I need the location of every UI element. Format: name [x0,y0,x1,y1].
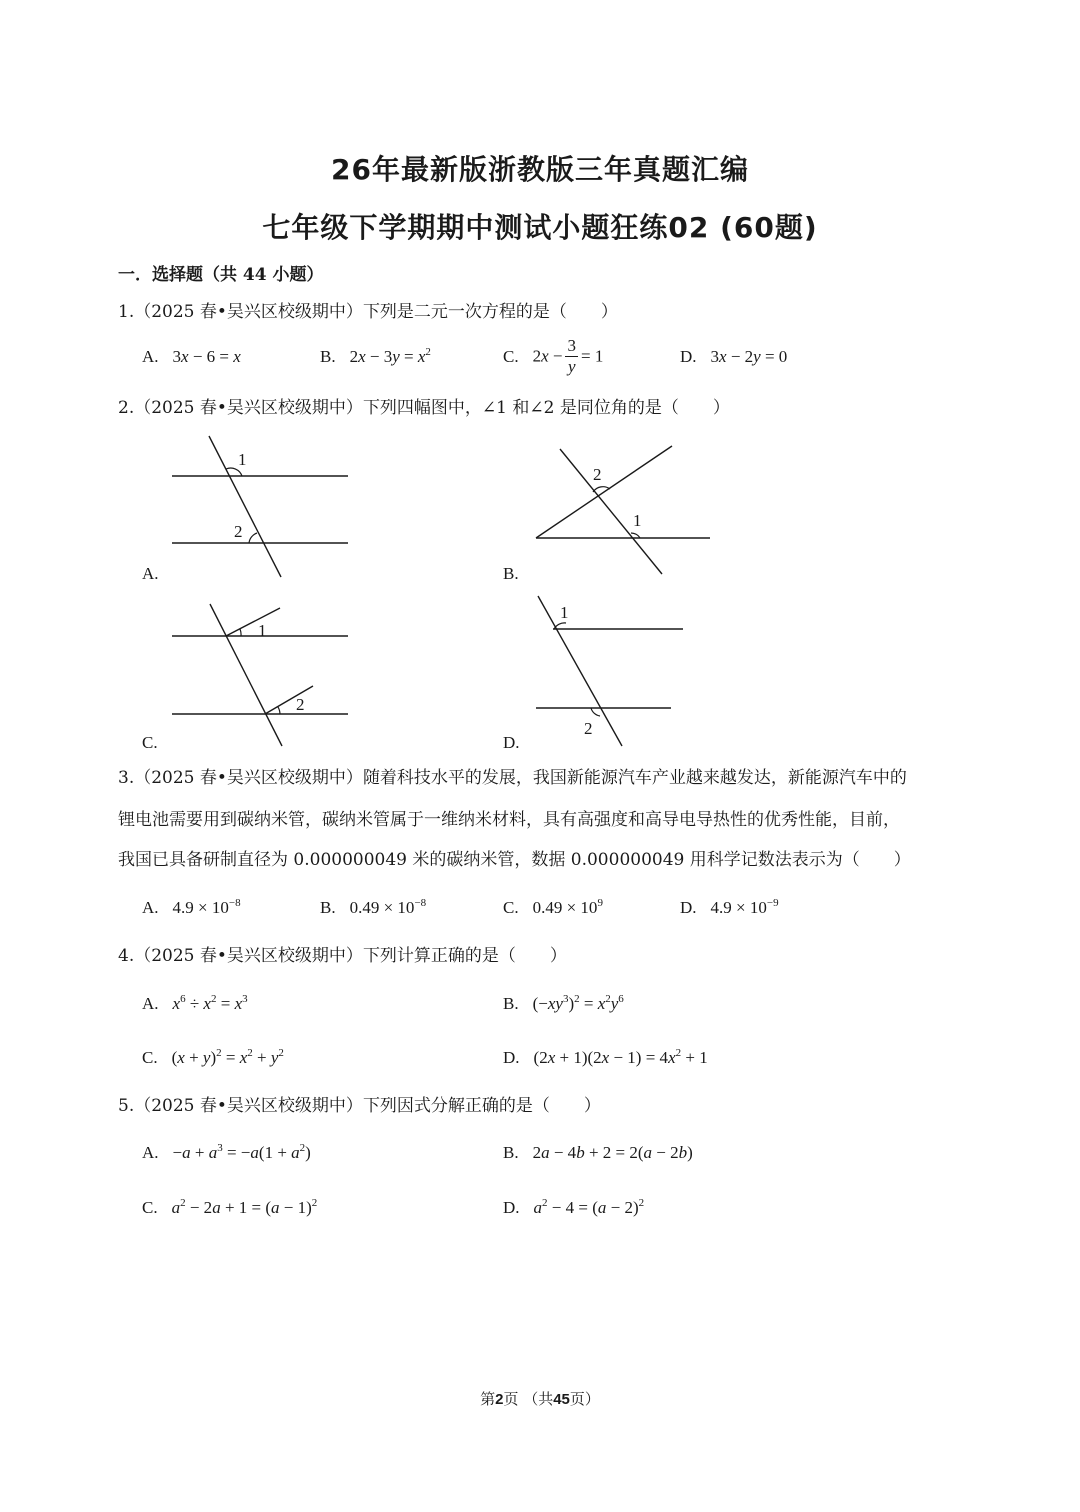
q3-option-c[interactable]: C. $0.49 \times 10^9$ [503,897,603,917]
question-number: 1. [118,302,135,322]
q2-option-c[interactable]: C. [142,733,158,752]
q3-option-b[interactable]: B. $0.49 \times 10^{-8}$ [320,897,427,917]
angle-2-label: 2 [584,719,593,738]
question-3-line-2: 锂电池需要用到碳纳米管，碳纳米管属于一维纳米材料，具有高强度和高导电导热性的优秀性能，目前， [118,810,900,830]
option-label: C. [142,1048,158,1067]
option-label: A. [142,994,159,1013]
option-label: C. [503,898,519,917]
page-total: 45 [553,1391,570,1408]
option-label: A. [142,898,159,917]
section-heading: 一．选择题（共 44 小题） [118,265,324,285]
angle-2-label: 2 [296,695,305,714]
angle-1-label: 1 [238,450,247,469]
question-stem: 下列因式分解正确的是（ ） [362,1096,601,1116]
q2-figure-d [530,592,690,752]
option-label: D. [680,347,697,366]
q4-option-a[interactable]: A. $x^6 \div x^2 = x^3$ [142,993,248,1013]
angle-1-label: 1 [633,511,642,530]
q1-option-c[interactable]: C. 2x − $\frac{3}{y}$ = 1 [503,336,604,376]
question-4 [118,944,567,968]
q5-option-a[interactable]: A. $-a + a^3 = -a(1 + a^2)$ [142,1142,311,1162]
q5-option-d[interactable]: D. $a^2 - 4 = (a - 2)^2$ [503,1197,645,1217]
page-number: 2 [495,1391,504,1408]
q1-option-d[interactable]: D. 3x − 2y = 0 [680,347,788,366]
question-2 [118,396,730,420]
q2-figure-a [160,430,360,580]
question-1 [118,300,618,324]
question-number: 3. [118,768,135,788]
angle-2-label: 2 [234,522,243,541]
q4-option-d[interactable]: D. $(2x + 1)(2x - 1) = 4x^2 + 1$ [503,1047,708,1067]
q2-figure-b [530,440,720,580]
option-label: D. [503,1198,520,1217]
option-label: B. [503,994,519,1013]
question-stem: 下列计算正确的是（ ） [362,946,567,966]
q3-option-a[interactable]: A. $4.9 \times 10^{-8}$ [142,897,241,917]
question-3 [118,766,978,790]
option-label: C. [503,346,519,366]
question-number: 4. [118,946,135,966]
q2-option-a[interactable]: A. [142,564,159,583]
q4-option-b[interactable]: B. $(-xy^3)^2 = x^2y^6$ [503,993,624,1013]
option-label: B. [503,1143,519,1162]
q2-option-d[interactable]: D. [503,733,520,752]
q5-option-c[interactable]: C. $a^2 - 2a + 1 = (a - 1)^2$ [142,1197,318,1217]
question-source: （2025 春•吴兴区校级期中） [134,302,363,322]
option-label: D. [503,1048,520,1067]
option-label: B. [320,898,336,917]
question-stem: 下列四幅图中，∠1 和∠2 是同位角的是（ ） [362,398,730,418]
q2-figure-c [160,598,360,750]
option-label: A. [142,1143,159,1162]
option-label: C. [142,1198,158,1217]
option-label: D. [680,898,697,917]
question-source: （2025 春•吴兴区校级期中） [134,398,363,418]
question-source: （2025 春•吴兴区校级期中） [134,1096,363,1116]
option-label: A. [142,347,159,366]
q1-option-b[interactable]: B. $2x - 3y = x^2$ [320,346,431,366]
document-title: 26年最新版浙教版三年真题汇编 [331,153,749,186]
question-source: （2025 春•吴兴区校级期中） [134,946,363,966]
q5-option-b[interactable]: B. 2a − 4b + 2 = 2(a − 2b) [503,1143,693,1162]
q1-option-a[interactable]: A. 3x − 6 = x [142,347,241,366]
question-number: 2. [118,398,135,418]
q3-option-d[interactable]: D. $4.9 \times 10^{-9}$ [680,897,779,917]
angle-2-label: 2 [593,465,602,484]
angle-1-label: 1 [258,621,267,640]
question-stem: 下列是二元一次方程的是（ ） [362,302,618,322]
angle-1-label: 1 [560,603,569,622]
question-3-line-3: 我国已具备研制直径为 0.000000049 米的碳纳米管，数据 0.000000049 用科学记数法表示为（ ） [118,850,911,870]
question-source: （2025 春•吴兴区校级期中） [134,768,363,788]
page-footer: 第2页 （共45页） [480,1390,600,1408]
option-label: B. [320,347,336,366]
question-stem-line-1: 随着科技水平的发展，我国新能源汽车产业越来越发达，新能源汽车中的 [362,768,907,788]
question-number: 5. [118,1096,135,1116]
q2-option-b[interactable]: B. [503,564,519,583]
question-5 [118,1094,601,1118]
document-subtitle: 七年级下学期期中测试小题狂练02 (60题) [262,211,818,244]
q4-option-c[interactable]: C. $(x + y)^2 = x^2 + y^2$ [142,1047,284,1067]
